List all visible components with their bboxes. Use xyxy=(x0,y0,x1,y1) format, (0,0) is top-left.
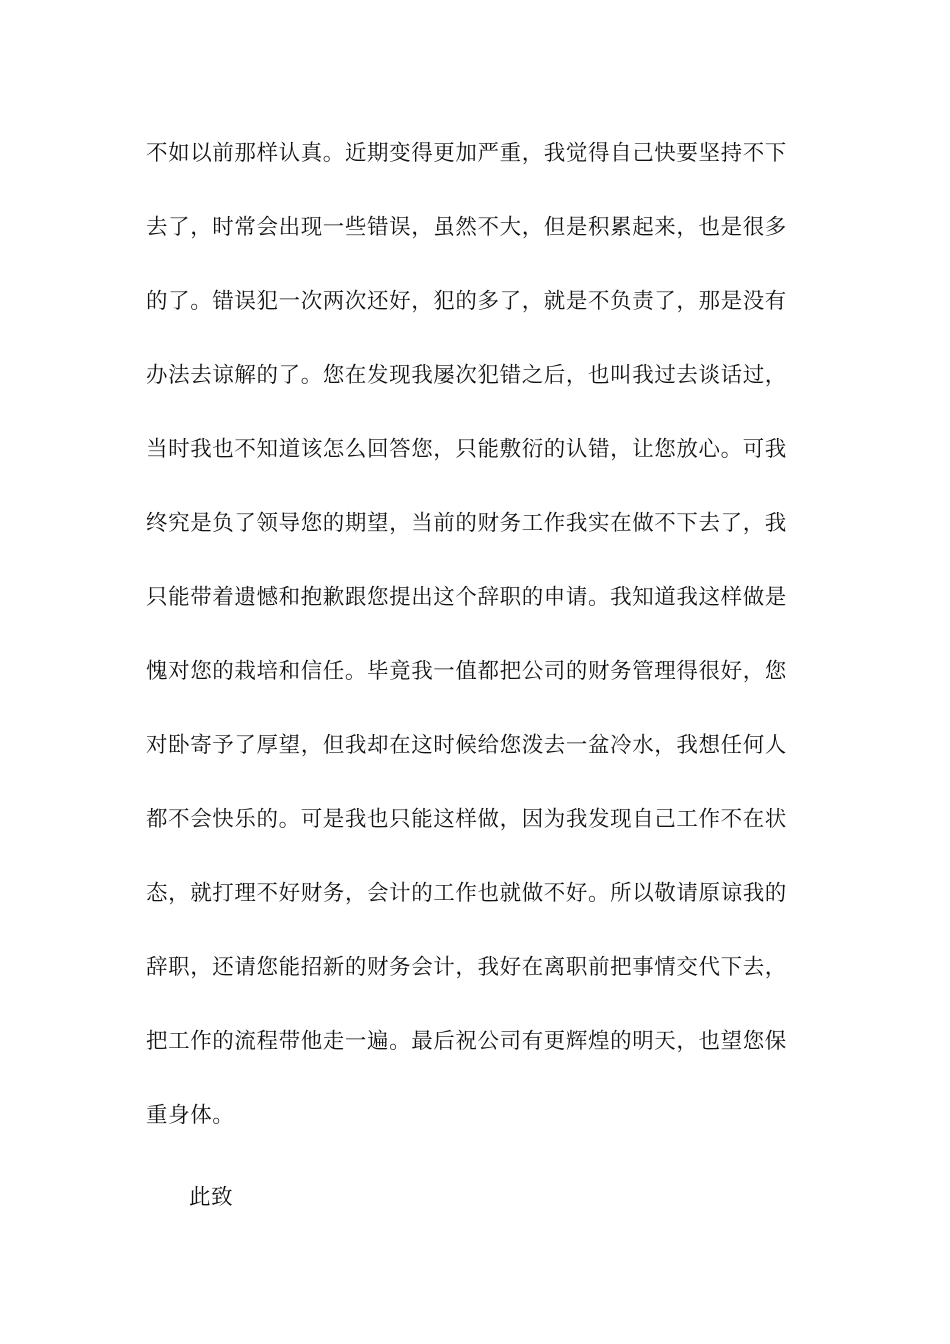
closing-salutation: 此致 xyxy=(189,1185,234,1210)
body-line: 的了。错误犯一次两次还好，犯的多了，就是不负责了，那是没有 xyxy=(146,289,787,314)
body-line: 愧对您的栽培和信任。毕竟我一值都把公司的财务管理得很好，您 xyxy=(146,659,787,684)
body-line: 对卧寄予了厚望，但我却在这时候给您泼去一盆冷水，我想任何人 xyxy=(146,733,787,758)
body-line: 办法去谅解的了。您在发现我屡次犯错之后，也叫我过去谈话过， xyxy=(146,363,787,388)
letter-body xyxy=(146,128,816,1164)
body-line: 把工作的流程带他走一遍。最后祝公司有更辉煌的明天，也望您保 xyxy=(146,1029,787,1054)
body-line: 去了，时常会出现一些错误，虽然不大，但是积累起来，也是很多 xyxy=(146,215,787,240)
body-line: 都不会快乐的。可是我也只能这样做，因为我发现自己工作不在状 xyxy=(146,807,787,832)
body-line: 当时我也不知道该怎么回答您，只能敷衍的认错，让您放心。可我 xyxy=(146,437,787,462)
body-line: 重身体。 xyxy=(146,1103,235,1128)
body-line: 只能带着遗憾和抱歉跟您提出这个辞职的申请。我知道我这样做是 xyxy=(146,585,787,610)
body-line: 态，就打理不好财务，会计的工作也就做不好。所以敬请原谅我的 xyxy=(146,881,787,906)
body-line: 不如以前那样认真。近期变得更加严重，我觉得自己快要坚持不下 xyxy=(146,141,787,166)
body-line: 辞职，还请您能招新的财务会计，我好在离职前把事情交代下去， xyxy=(146,955,787,980)
body-line: 终究是负了领导您的期望，当前的财务工作我实在做不下去了，我 xyxy=(146,511,787,536)
